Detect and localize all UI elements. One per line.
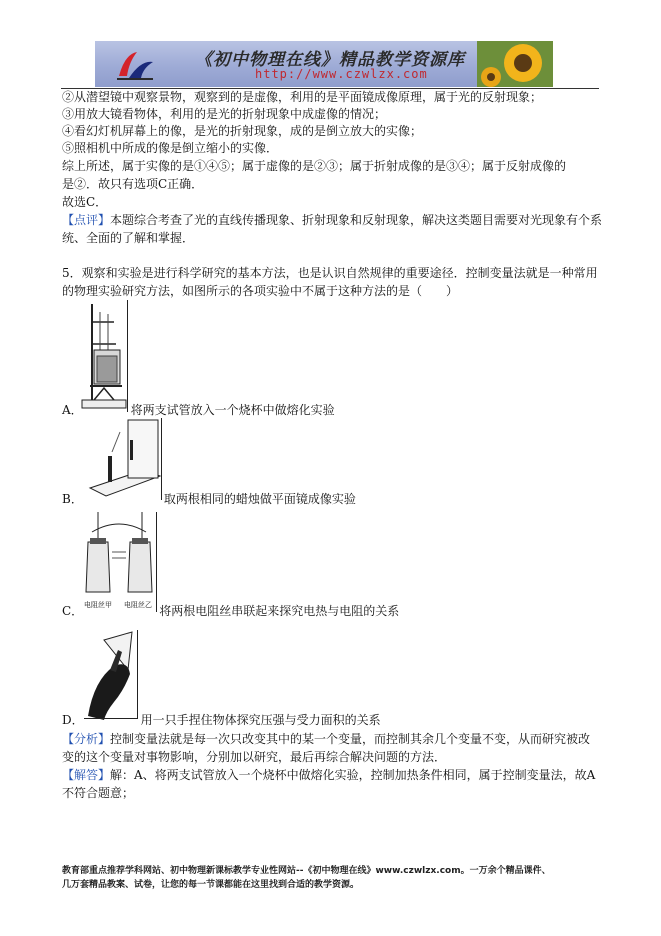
banner-title: 《初中物理在线》精品教学资源库 xyxy=(195,50,465,70)
site-logo xyxy=(115,48,155,82)
option-letter: C． xyxy=(62,604,84,618)
option-a[interactable] xyxy=(62,401,335,418)
option-c-image xyxy=(82,512,156,612)
text-line: 是②．故只有选项C正确． xyxy=(62,177,204,191)
image-frame-edge xyxy=(156,512,157,612)
option-letter: A． xyxy=(62,403,83,417)
image-frame-edge xyxy=(161,418,162,500)
text-line: ⑤照相机中所成的像是倒立缩小的实像． xyxy=(62,141,279,155)
answer-line-1 xyxy=(62,767,595,784)
analysis-text: 控制变量法就是每一次只改变其中的某一个变量，而控制其余几个变量不变，从而研究被改 xyxy=(110,732,591,746)
text-line: ③用放大镜看物体，利用的是光的折射现象中成虚像的情况； xyxy=(62,107,387,121)
option-b-image xyxy=(88,418,162,500)
image-frame-edge xyxy=(137,630,138,718)
analysis-line-1 xyxy=(62,731,590,748)
answer-text: 解：A、将两支试管放入一个烧杯中做熔化实验，控制加热条件相同，属于控制变量法，故A xyxy=(110,768,596,782)
option-text: 用一只手捏住物体探究压强与受力面积的关系 xyxy=(140,713,381,727)
option-text: 取两根相同的蜡烛做平面镜成像实验 xyxy=(163,492,356,506)
option-d-image xyxy=(84,630,138,720)
comment-text: 本题综合考查了光的直线传播现象、折射现象和反射现象，解决这类题目需要对光现象有个系 xyxy=(110,213,603,227)
option-letter: B． xyxy=(62,492,83,506)
answer-tag: 【解答】 xyxy=(62,768,111,782)
analysis-line-2: 变的这个变量对事物影响，分别加以研究，最后再综合解决问题的方法． xyxy=(62,750,447,764)
option-text: 将两支试管放入一个烧杯中做熔化实验 xyxy=(130,403,335,417)
image-frame-edge xyxy=(127,300,128,412)
comment-tag: 【点评】 xyxy=(62,213,111,227)
answer-line-2: 不符合题意； xyxy=(62,786,135,800)
footer-line-1: 教育部重点推荐学科网站、初中物理新课标教学专业性网站--《初中物理在线》www.czwlzx.com。一万余个精品课件、 xyxy=(62,866,551,876)
comment-line-2: 统、全面的了解和掌握． xyxy=(62,231,195,245)
banner-url[interactable]: http://www.czwlzx.com xyxy=(255,67,428,81)
comment-line-1 xyxy=(62,212,602,229)
option-letter: D． xyxy=(62,713,84,727)
question-line-1: 5．观察和实验是进行科学研究的基本方法，也是认识自然规律的重要途径．控制变量法就是一种常用 xyxy=(62,266,598,280)
text-line: ②从潜望镜中观察景物，观察到的是虚像，利用的是平面镜成像原理，属于光的反射现象； xyxy=(62,90,543,104)
option-c[interactable] xyxy=(62,602,399,619)
sunflower-image xyxy=(477,41,553,87)
image-label: 电阻丝甲 xyxy=(84,601,112,609)
text-line: 故选C． xyxy=(62,195,108,209)
header-banner xyxy=(95,41,553,87)
analysis-tag: 【分析】 xyxy=(62,732,111,746)
text-line: 综上所述，属于实像的是①④⑤；属于虚像的是②③；属于折射成像的是③④；属于反射成像的 xyxy=(62,159,567,173)
text-line: ④看幻灯机屏幕上的像，是光的折射现象，成的是倒立放大的实像； xyxy=(62,124,423,138)
footer-line-2: 几万套精品教案、试卷，让您的每一节课都能在这里找到合适的教学资源。 xyxy=(62,880,360,890)
option-b[interactable] xyxy=(62,490,356,507)
option-d[interactable] xyxy=(62,711,381,728)
option-text: 将两根电阻丝串联起来探究电热与电阻的关系 xyxy=(159,604,400,618)
image-label: 电阻丝乙 xyxy=(124,601,152,609)
option-a-image xyxy=(80,300,128,412)
question-line-2: 的物理实验研究方法，如图所示的各项实验中不属于这种方法的是（ ） xyxy=(62,284,459,298)
